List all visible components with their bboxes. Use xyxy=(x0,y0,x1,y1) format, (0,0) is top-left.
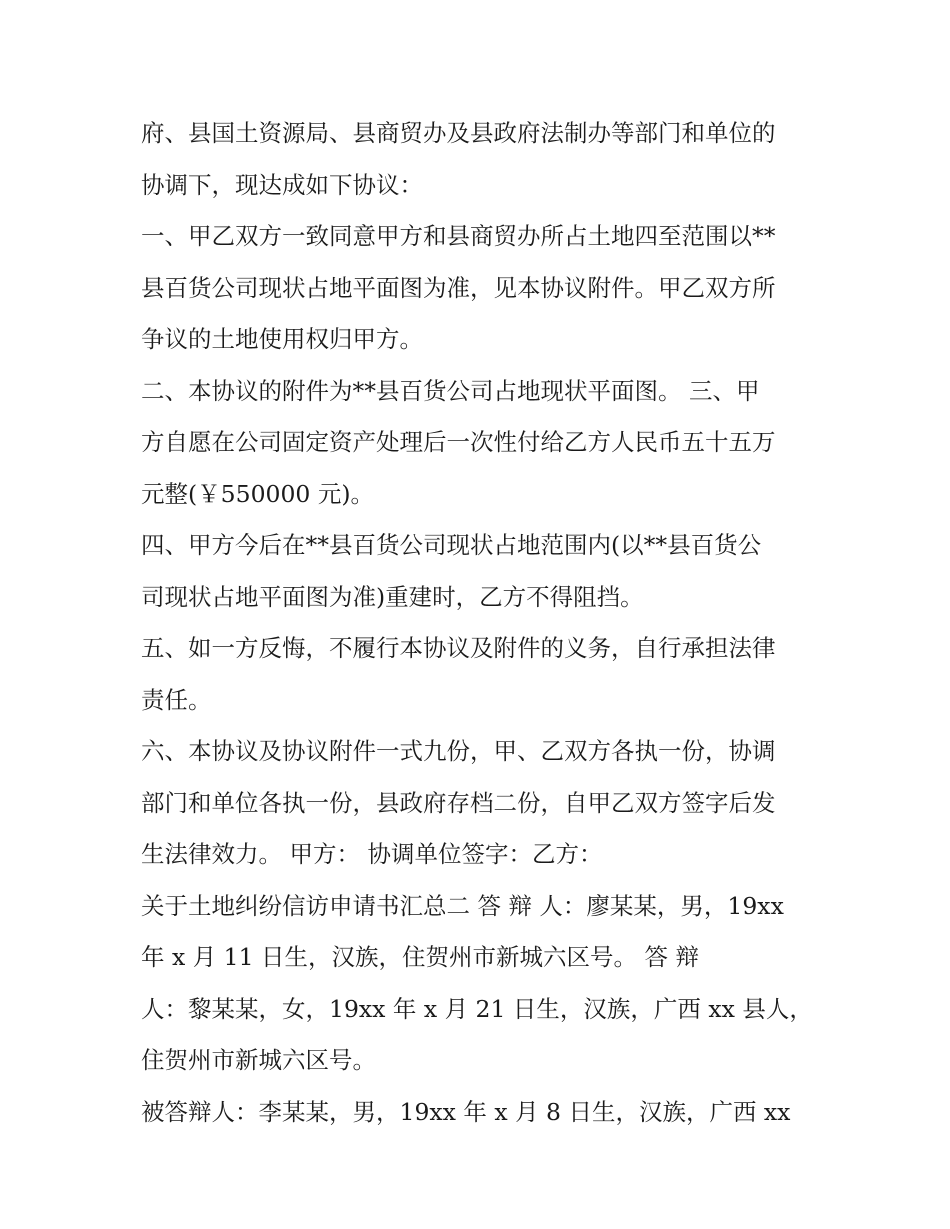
document-body xyxy=(141,108,821,1138)
text-line: 一、甲乙双方一致同意甲方和县商贸办所占土地四至范围以** xyxy=(141,222,776,250)
text-line: 争议的土地使用权归甲方。 xyxy=(141,325,423,353)
text-line: 生法律效力。 甲方： 协调单位签字：乙方： xyxy=(141,840,603,868)
text-line: 五、如一方反悔，不履行本协议及附件的义务，自行承担法律 xyxy=(141,634,776,662)
text-line: 责任。 xyxy=(141,685,212,714)
text-line: 年 x 月 11 日生，汉族，住贺州市新城六区号。 答 辩 xyxy=(141,943,699,971)
text-line: 住贺州市新城六区号。 xyxy=(141,1046,376,1074)
text-line: 元整(￥550000 元)。 xyxy=(141,479,375,508)
text-line: 府、县国土资源局、县商贸办及县政府法制办等部门和单位的 xyxy=(141,119,776,147)
text-line: 县百货公司现状占地平面图为准，见本协议附件。甲乙双方所 xyxy=(141,273,776,302)
text-line: 方自愿在公司固定资产处理后一次性付给乙方人民币五十五万 xyxy=(141,428,776,456)
text-line: 司现状占地平面图为准)重建时，乙方不得阻挡。 xyxy=(141,582,644,611)
text-line: 协调下，现达成如下协议： xyxy=(141,170,423,199)
text-line: 部门和单位各执一份，县政府存档二份，自甲乙双方签字后发 xyxy=(141,788,776,817)
text-line: 六、本协议及协议附件一式九份，甲、乙双方各执一份，协调 xyxy=(141,737,776,765)
text-line: 二、本协议的附件为**县百货公司占地现状平面图。 三、甲 xyxy=(141,376,760,405)
text-line: 被答辩人：李某某，男，19xx 年 x 月 8 日生，汉族，广西 xx xyxy=(141,1097,791,1126)
text-line: 四、甲方今后在**县百货公司现状占地范围内(以**县百货公 xyxy=(141,531,762,559)
text-line: 关于土地纠纷信访申请书汇总二 答 辩 人：廖某某，男，19xx xyxy=(141,891,784,920)
text-line: 人：黎某某，女，19xx 年 x 月 21 日生，汉族，广西 xx 县人， xyxy=(141,994,813,1023)
